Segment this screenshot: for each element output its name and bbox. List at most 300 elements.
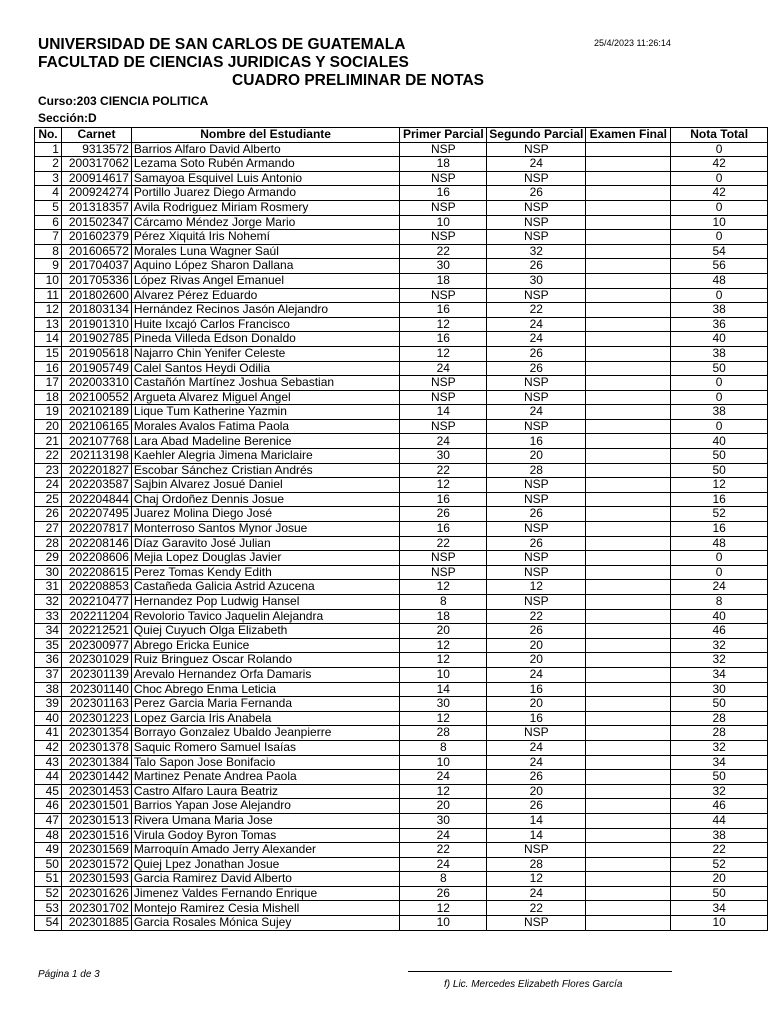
cell-segundo-parcial: 24 [487,755,586,770]
cell-student-name: Huite Ixcajó Carlos Francisco [131,317,399,332]
cell-nota-total: 32 [671,740,768,755]
cell-no: 22 [35,449,62,464]
cell-nota-total: 40 [671,609,768,624]
table-body [35,142,768,930]
cell-carnet: 202113198 [61,449,131,464]
cell-nota-total: 50 [671,697,768,712]
cell-segundo-parcial: 24 [487,317,586,332]
table-row [35,595,768,610]
cell-examen-final [586,405,671,420]
cell-no: 25 [35,492,62,507]
cell-no: 51 [35,872,62,887]
table-row [35,244,768,259]
cell-primer-parcial: 12 [400,711,487,726]
table-row [35,740,768,755]
table-row [35,536,768,551]
cell-carnet: 202301029 [61,653,131,668]
cell-primer-parcial: 12 [400,784,487,799]
table-row [35,419,768,434]
col-header-carnet: Carnet [61,128,131,143]
signature-text: f) Lic. Mercedes Elizabeth Flores García [444,979,623,990]
cell-segundo-parcial: NSP [487,478,586,493]
cell-no: 40 [35,711,62,726]
cell-carnet: 202102189 [61,405,131,420]
cell-segundo-parcial: 14 [487,813,586,828]
cell-carnet: 202003310 [61,376,131,391]
cell-segundo-parcial: NSP [487,551,586,566]
cell-student-name: Ruiz Bringuez Oscar Rolando [131,653,399,668]
cell-carnet: 202208615 [61,565,131,580]
cell-segundo-parcial: NSP [487,200,586,215]
cell-carnet: 201606572 [61,244,131,259]
cell-examen-final [586,361,671,376]
cell-no: 32 [35,595,62,610]
cell-carnet: 202301384 [61,755,131,770]
cell-no: 7 [35,230,62,245]
cell-carnet: 200914617 [61,171,131,186]
cell-segundo-parcial: NSP [487,171,586,186]
cell-examen-final [586,522,671,537]
cell-primer-parcial: 12 [400,478,487,493]
cell-carnet: 200924274 [61,186,131,201]
cell-nota-total: 38 [671,405,768,420]
cell-primer-parcial: NSP [400,376,487,391]
cell-segundo-parcial: 14 [487,828,586,843]
cell-primer-parcial: 18 [400,273,487,288]
cell-examen-final [586,755,671,770]
table-row [35,492,768,507]
cell-nota-total: 54 [671,244,768,259]
cell-examen-final [586,171,671,186]
cell-examen-final [586,828,671,843]
table-row [35,449,768,464]
table-row [35,478,768,493]
cell-primer-parcial: 24 [400,857,487,872]
cell-carnet: 201705336 [61,273,131,288]
faculty-title: FACULTAD DE CIENCIAS JURIDICAS Y SOCIALES [38,54,409,71]
cell-segundo-parcial: 24 [487,157,586,172]
cell-segundo-parcial: NSP [487,215,586,230]
table-row [35,346,768,361]
cell-primer-parcial: 18 [400,157,487,172]
cell-segundo-parcial: 16 [487,682,586,697]
cell-primer-parcial: 16 [400,332,487,347]
cell-primer-parcial: 10 [400,215,487,230]
cell-no: 53 [35,901,62,916]
cell-examen-final [586,200,671,215]
cell-segundo-parcial: NSP [487,492,586,507]
table-row [35,755,768,770]
cell-examen-final [586,667,671,682]
cell-examen-final [586,653,671,668]
cell-nota-total: 16 [671,522,768,537]
cell-primer-parcial: 12 [400,346,487,361]
cell-examen-final [586,507,671,522]
table-row [35,813,768,828]
cell-examen-final [586,638,671,653]
cell-primer-parcial: NSP [400,200,487,215]
cell-primer-parcial: 14 [400,682,487,697]
cell-student-name: Lara Abad Madeline Berenice [131,434,399,449]
table-row [35,434,768,449]
cell-examen-final [586,273,671,288]
table-row [35,186,768,201]
cell-primer-parcial: 12 [400,638,487,653]
cell-nota-total: 0 [671,376,768,391]
cell-segundo-parcial: 28 [487,857,586,872]
cell-nota-total: 42 [671,157,768,172]
cell-primer-parcial: 30 [400,813,487,828]
cell-examen-final [586,376,671,391]
cell-segundo-parcial: 24 [487,332,586,347]
table-row [35,580,768,595]
cell-segundo-parcial: 22 [487,901,586,916]
cell-nota-total: 0 [671,200,768,215]
cell-no: 41 [35,726,62,741]
cell-primer-parcial: 12 [400,580,487,595]
table-row [35,857,768,872]
cell-no: 49 [35,843,62,858]
col-header-nombre: Nombre del Estudiante [131,128,399,143]
cell-nota-total: 40 [671,434,768,449]
table-row [35,361,768,376]
cell-examen-final [586,813,671,828]
cell-primer-parcial: 30 [400,697,487,712]
cell-student-name: Díaz Garavito José Julian [131,536,399,551]
cell-carnet: 201502347 [61,215,131,230]
cell-carnet: 202301442 [61,770,131,785]
cell-segundo-parcial: 16 [487,711,586,726]
cell-segundo-parcial: 26 [487,624,586,639]
cell-no: 38 [35,682,62,697]
cell-carnet: 202301354 [61,726,131,741]
cell-carnet: 202300977 [61,638,131,653]
cell-student-name: Cárcamo Méndez Jorge Mario [131,215,399,230]
cell-examen-final [586,434,671,449]
cell-nota-total: 42 [671,186,768,201]
cell-student-name: López Rivas Angel Emanuel [131,273,399,288]
cell-nota-total: 46 [671,799,768,814]
cell-no: 29 [35,551,62,566]
cell-no: 43 [35,755,62,770]
cell-segundo-parcial: NSP [487,142,586,157]
cell-primer-parcial: 22 [400,244,487,259]
table-row [35,463,768,478]
cell-no: 39 [35,697,62,712]
cell-primer-parcial: 16 [400,492,487,507]
cell-primer-parcial: 26 [400,507,487,522]
grades-table [34,127,768,931]
cell-student-name: Lezama Soto Rubén Armando [131,157,399,172]
cell-carnet: 202208146 [61,536,131,551]
cell-no: 9 [35,259,62,274]
table-row [35,886,768,901]
cell-segundo-parcial: 12 [487,872,586,887]
cell-nota-total: 46 [671,624,768,639]
cell-nota-total: 38 [671,303,768,318]
cell-examen-final [586,259,671,274]
cell-nota-total: 44 [671,813,768,828]
cell-student-name: Castro Alfaro Laura Beatriz [131,784,399,799]
cell-nota-total: 48 [671,536,768,551]
cell-no: 34 [35,624,62,639]
course-label: Curso:203 CIENCIA POLITICA [38,94,209,108]
cell-examen-final [586,740,671,755]
table-row [35,230,768,245]
cell-carnet: 201318357 [61,200,131,215]
cell-segundo-parcial: 26 [487,259,586,274]
cell-nota-total: 40 [671,332,768,347]
cell-student-name: Portillo Juarez Diego Armando [131,186,399,201]
cell-segundo-parcial: 24 [487,667,586,682]
table-row [35,551,768,566]
cell-student-name: Escobar Sánchez Cristian Andrés [131,463,399,478]
cell-segundo-parcial: 26 [487,799,586,814]
cell-carnet: 202204844 [61,492,131,507]
cell-no: 44 [35,770,62,785]
cell-primer-parcial: NSP [400,551,487,566]
cell-primer-parcial: 10 [400,916,487,931]
cell-examen-final [586,682,671,697]
table-row [35,784,768,799]
cell-examen-final [586,215,671,230]
cell-no: 47 [35,813,62,828]
cell-carnet: 202301885 [61,916,131,931]
cell-nota-total: 36 [671,317,768,332]
table-row [35,171,768,186]
cell-primer-parcial: 22 [400,536,487,551]
cell-primer-parcial: 16 [400,303,487,318]
cell-examen-final [586,346,671,361]
cell-carnet: 202301702 [61,901,131,916]
cell-nota-total: 38 [671,828,768,843]
cell-segundo-parcial: 20 [487,638,586,653]
cell-primer-parcial: 30 [400,449,487,464]
cell-segundo-parcial: 24 [487,405,586,420]
cell-no: 3 [35,171,62,186]
cell-nota-total: 56 [671,259,768,274]
cell-nota-total: 16 [671,492,768,507]
table-row [35,901,768,916]
cell-carnet: 201602379 [61,230,131,245]
cell-no: 26 [35,507,62,522]
cell-examen-final [586,609,671,624]
cell-student-name: Borrayo Gonzalez Ubaldo Jeanpierre [131,726,399,741]
cell-carnet: 202301378 [61,740,131,755]
table-row [35,507,768,522]
cell-carnet: 202301572 [61,857,131,872]
cell-segundo-parcial: NSP [487,230,586,245]
cell-nota-total: 38 [671,346,768,361]
cell-primer-parcial: NSP [400,171,487,186]
cell-segundo-parcial: NSP [487,843,586,858]
cell-nota-total: 30 [671,682,768,697]
cell-carnet: 201902785 [61,332,131,347]
table-row [35,332,768,347]
cell-student-name: Barrios Yapan Jose Alejandro [131,799,399,814]
cell-examen-final [586,492,671,507]
cell-no: 13 [35,317,62,332]
cell-carnet: 201704037 [61,259,131,274]
table-row [35,828,768,843]
table-row [35,288,768,303]
cell-segundo-parcial: NSP [487,565,586,580]
cell-student-name: Montejo Ramirez Cesia Mishell [131,901,399,916]
cell-student-name: Quiej Lpez Jonathan Josue [131,857,399,872]
page-number: Página 1 de 3 [38,969,100,980]
university-title: UNIVERSIDAD DE SAN CARLOS DE GUATEMALA [38,36,406,53]
cell-primer-parcial: 18 [400,609,487,624]
table-row [35,259,768,274]
cell-examen-final [586,580,671,595]
cell-carnet: 202301513 [61,813,131,828]
cell-student-name: Arevalo Hernandez Orfa Damaris [131,667,399,682]
cell-segundo-parcial: NSP [487,376,586,391]
table-row [35,565,768,580]
cell-student-name: Monterroso Santos Mynor Josue [131,522,399,537]
cell-examen-final [586,901,671,916]
table-row [35,522,768,537]
cell-examen-final [586,230,671,245]
cell-student-name: Morales Avalos Fatima Paola [131,419,399,434]
cell-primer-parcial: 8 [400,595,487,610]
cell-no: 8 [35,244,62,259]
cell-no: 4 [35,186,62,201]
cell-primer-parcial: NSP [400,390,487,405]
cell-nota-total: 28 [671,711,768,726]
table-row [35,609,768,624]
cell-student-name: Choc Abrego Enma Leticia [131,682,399,697]
cell-student-name: Hernández Recinos Jasón Alejandro [131,303,399,318]
cell-nota-total: 32 [671,653,768,668]
cell-primer-parcial: NSP [400,419,487,434]
cell-primer-parcial: NSP [400,565,487,580]
cell-nota-total: 50 [671,463,768,478]
cell-student-name: Barrios Alfaro David Alberto [131,142,399,157]
cell-no: 2 [35,157,62,172]
cell-segundo-parcial: 26 [487,770,586,785]
cell-nota-total: 34 [671,755,768,770]
cell-nota-total: 0 [671,171,768,186]
table-row [35,200,768,215]
cell-examen-final [586,332,671,347]
cell-student-name: Alvarez Pérez Eduardo [131,288,399,303]
cell-examen-final [586,463,671,478]
cell-no: 17 [35,376,62,391]
cell-examen-final [586,565,671,580]
cell-primer-parcial: NSP [400,230,487,245]
cell-examen-final [586,595,671,610]
table-row [35,843,768,858]
cell-segundo-parcial: NSP [487,726,586,741]
cell-primer-parcial: NSP [400,142,487,157]
table-row [35,916,768,931]
cell-carnet: 202100552 [61,390,131,405]
cell-segundo-parcial: 26 [487,507,586,522]
table-row [35,273,768,288]
cell-nota-total: 50 [671,770,768,785]
cell-student-name: Hernandez Pop Ludwig Hansel [131,595,399,610]
timestamp: 25/4/2023 11:26:14 [594,38,671,48]
cell-nota-total: 50 [671,449,768,464]
cell-nota-total: 12 [671,478,768,493]
cell-no: 14 [35,332,62,347]
col-header-examen-final: Examen Final [586,128,671,143]
cell-examen-final [586,536,671,551]
cell-student-name: Pineda Villeda Edson Donaldo [131,332,399,347]
cell-examen-final [586,551,671,566]
table-row [35,390,768,405]
cell-nota-total: 0 [671,288,768,303]
cell-no: 28 [35,536,62,551]
cell-segundo-parcial: 28 [487,463,586,478]
cell-carnet: 202301569 [61,843,131,858]
cell-no: 12 [35,303,62,318]
cell-no: 1 [35,142,62,157]
cell-student-name: Chaj Ordoñez Dennis Josue [131,492,399,507]
cell-segundo-parcial: 30 [487,273,586,288]
cell-segundo-parcial: 20 [487,697,586,712]
cell-examen-final [586,843,671,858]
cell-no: 50 [35,857,62,872]
cell-carnet: 201905749 [61,361,131,376]
cell-carnet: 202203587 [61,478,131,493]
cell-primer-parcial: 12 [400,653,487,668]
cell-primer-parcial: 24 [400,434,487,449]
cell-nota-total: 10 [671,215,768,230]
cell-examen-final [586,916,671,931]
table-row [35,157,768,172]
cell-carnet: 202207817 [61,522,131,537]
cell-examen-final [586,244,671,259]
cell-nota-total: 50 [671,361,768,376]
cell-student-name: Calel Santos Heydi Odilia [131,361,399,376]
cell-segundo-parcial: NSP [487,288,586,303]
cell-examen-final [586,142,671,157]
cell-student-name: Jimenez Valdes Fernando Enrique [131,886,399,901]
table-row [35,405,768,420]
cell-primer-parcial: 12 [400,901,487,916]
table-header-row [35,128,768,143]
cell-carnet: 202301501 [61,799,131,814]
cell-primer-parcial: 16 [400,522,487,537]
cell-student-name: Argueta Alvarez Miguel Angel [131,390,399,405]
cell-primer-parcial: 20 [400,624,487,639]
cell-primer-parcial: 28 [400,726,487,741]
cell-carnet: 9313572 [61,142,131,157]
cell-examen-final [586,784,671,799]
cell-student-name: Avila Rodriguez Miriam Rosmery [131,200,399,215]
cell-student-name: Saquic Romero Samuel Isaías [131,740,399,755]
cell-primer-parcial: 16 [400,186,487,201]
cell-primer-parcial: 24 [400,361,487,376]
cell-nota-total: 32 [671,638,768,653]
cell-nota-total: 0 [671,565,768,580]
cell-examen-final [586,449,671,464]
cell-examen-final [586,872,671,887]
cell-segundo-parcial: 26 [487,346,586,361]
cell-nota-total: 52 [671,507,768,522]
cell-segundo-parcial: 20 [487,653,586,668]
cell-carnet: 201901310 [61,317,131,332]
cell-student-name: Virula Godoy Byron Tomas [131,828,399,843]
cell-no: 46 [35,799,62,814]
cell-segundo-parcial: 26 [487,361,586,376]
cell-carnet: 202212521 [61,624,131,639]
cell-no: 33 [35,609,62,624]
table-row [35,653,768,668]
cell-student-name: Abrego Ericka Eunice [131,638,399,653]
